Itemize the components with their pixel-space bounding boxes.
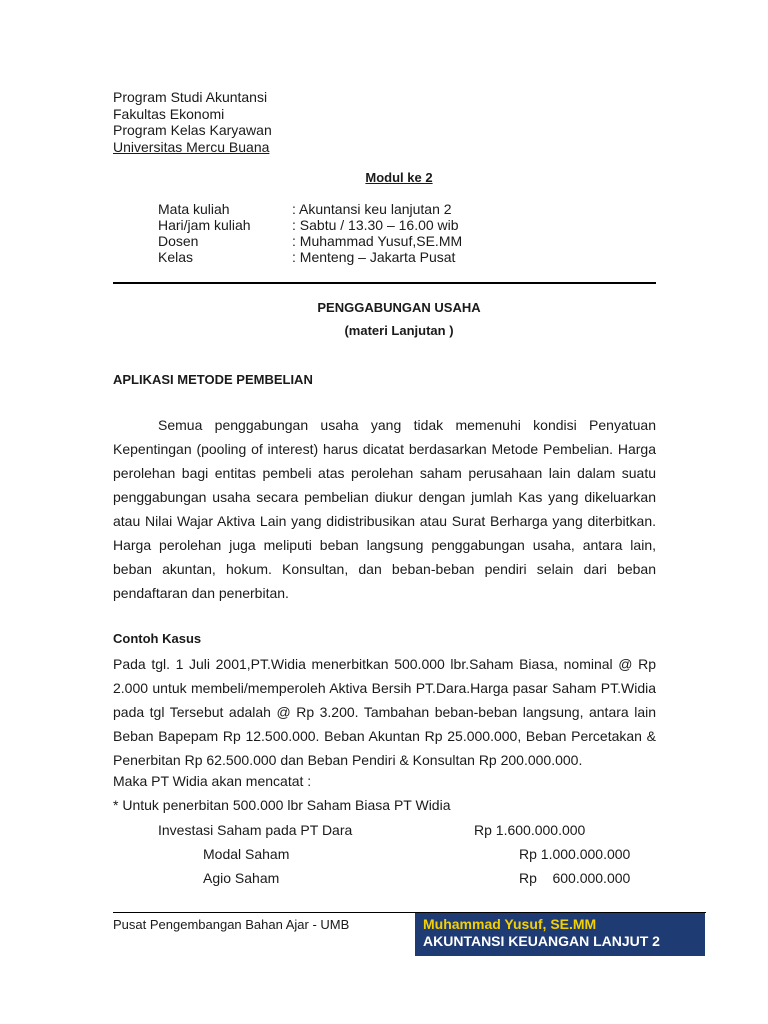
document-header: [113, 89, 272, 155]
module-number: Modul ke 2: [365, 170, 433, 185]
footer-box: [415, 913, 705, 956]
journal-debit-amount: Rp 1.600.000.000: [474, 822, 586, 838]
journal-credit-amount: Rp 1.000.000.000: [519, 846, 631, 862]
document-subtitle: (materi Lanjutan ): [344, 323, 454, 338]
journal-credit-account: Agio Saham: [203, 870, 280, 886]
section-heading: APLIKASI METODE PEMBELIAN: [113, 372, 313, 387]
document-title: PENGGABUNGAN USAHA: [317, 300, 481, 315]
paragraph-case: Pada tgl. 1 Juli 2001,PT.Widia menerbitkan 500.000 lbr.Saham Biasa, nominal @ Rp 2.000 untuk membeli/memperoleh Aktiva Bersih PT.Dara.Harga pasar Saham PT.Widia pada tgl Tersebut adalah @ Rp 3.200. Tambahan beban-beban langsung, antara lain Beban Bapepam Rp 12.500.000. Beban Akuntan Rp 25.000.000, Beban Percetakan & Penerbitan Rp 62.500.000 dan Beban Pendiri & Konsultan Rp 200.000.000.: [113, 656, 656, 768]
header-faculty: Fakultas Ekonomi: [113, 105, 225, 122]
footer-course: AKUNTANSI KEUANGAN LANJUT 2: [423, 933, 660, 949]
journal-debit-account: Investasi Saham pada PT Dara: [158, 822, 353, 838]
header-program: Program Studi Akuntansi: [113, 89, 268, 105]
header-class-program: Program Kelas Karyawan: [113, 122, 272, 138]
journal-credit-account: Modal Saham: [203, 846, 290, 862]
footer-author: Muhammad Yusuf, SE.MM: [423, 916, 597, 932]
header-university: Universitas Mercu Buana: [113, 138, 270, 155]
footer-publisher: Pusat Pengembangan Bahan Ajar - UMB: [113, 917, 350, 932]
journal-credit-amount: Rp 600.000.000: [519, 870, 631, 886]
paragraph-intro: Semua penggabungan usaha yang tidak memenuhi kondisi Penyatuan Kepentingan (pooling of interest) harus dicatat berdasarkan Metode Pembelian. Harga perolehan bagi entitas pembeli atas perolehan saham perusahaan lain dalam suatu penggabungan usaha secara pembelian diukur dengan jumlah Kas yang dikeluarkan atau Nilai Wajar Aktiva Lain yang didistribusikan atau Surat Berharga yang diterbitkan. Harga perolehan juga meliputi beban langsung penggabungan usaha, antara lain, beban akuntan, hokum. Konsultan, dan beban-beban pendiri selain dari beban pendaftaran dan penerbitan.: [113, 417, 656, 601]
case-heading: Contoh Kasus: [113, 631, 202, 646]
header-divider: [113, 282, 656, 284]
journal-intro: Maka PT Widia akan mencatat :: [113, 773, 312, 789]
journal-note: * Untuk penerbitan 500.000 lbr Saham Biasa PT Widia: [113, 797, 451, 813]
